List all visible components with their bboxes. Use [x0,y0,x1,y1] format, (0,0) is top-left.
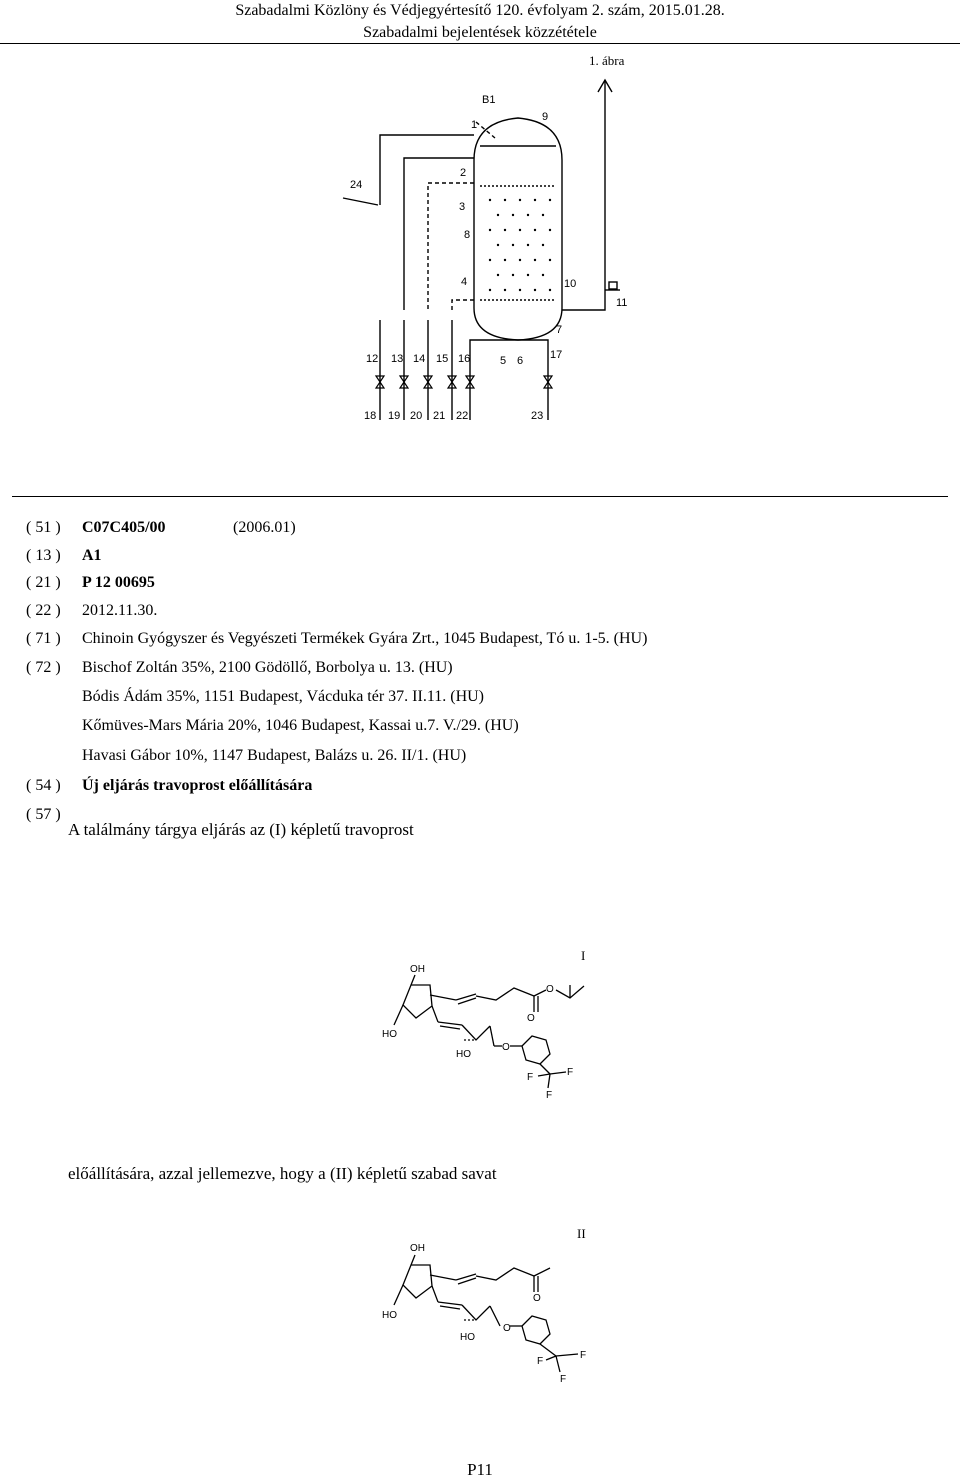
atom-f: F [537,1356,544,1367]
label-6: 6 [517,355,524,367]
atom-f: F [567,1067,574,1078]
formula-label-ii: II [577,1226,586,1241]
formula-ii-structure [370,1232,600,1387]
section-header [0,22,960,44]
label-24: 24 [350,179,363,191]
ipc-date: (2006.01) [233,519,296,536]
inid-code: ( 57 ) [26,806,61,823]
label-8: 8 [464,229,471,241]
label-10: 10 [564,278,577,290]
section-title: Szabadalmi bejelentések közzététele [363,24,597,41]
atom-o: O [527,1013,535,1024]
atom-o: O [533,1293,541,1304]
inid-code: ( 22 ) [26,602,61,619]
label-4: 4 [461,276,468,288]
label-3: 3 [459,201,466,213]
inventor: Bischof Zoltán 35%, 2100 Gödöllő, Borbolya u. 13. (HU) [82,659,453,676]
inid-code: ( 21 ) [26,574,61,591]
inid-code: ( 72 ) [26,659,61,676]
journal-title: Szabadalmi Közlöny és Védjegyértesítő 120. évfolyam 2. szám, 2015.01.28. [235,2,725,19]
figure-title: 1. ábra [589,53,625,68]
atom-oh: OH [410,964,425,975]
atom-ho: HO [382,1310,397,1321]
inventor: Kőmüves-Mars Mária 20%, 1046 Budapest, Kassai u.7. V./29. (HU) [82,717,519,734]
label-17: 17 [550,349,563,361]
label-13: 13 [391,353,404,365]
label-22: 22 [456,410,469,422]
label-21: 21 [433,410,446,422]
label-9: 9 [542,111,549,123]
application-number: P 12 00695 [82,574,155,591]
page-number: P11 [467,1460,493,1479]
label-1: 1 [471,119,478,131]
inid-code: ( 13 ) [26,547,61,564]
atom-f: F [560,1374,567,1385]
invention-title: Új eljárás travoprost előállítására [82,777,313,794]
process-diagram [340,70,660,435]
label-14: 14 [413,353,426,365]
formula-i-structure [370,955,600,1105]
inventor: Bódis Ádám 35%, 1151 Budapest, Vácduka tér 37. II.11. (HU) [82,688,484,705]
atom-oh: OH [410,1243,425,1254]
ipc-class: C07C405/00 [82,519,166,536]
label-12: 12 [366,353,379,365]
label-15: 15 [436,353,449,365]
journal-header [0,0,960,22]
atom-o: O [546,984,554,995]
abstract-paragraph-2: előállítására, azzal jellemezve, hogy a (II) képletű szabad savat [68,1164,497,1183]
inid-code: ( 54 ) [26,777,61,794]
formula-label-i: I [581,948,586,963]
label-16: 16 [458,353,471,365]
atom-o: O [502,1042,510,1053]
kind-code: A1 [82,547,102,564]
label-18: 18 [364,410,377,422]
atom-ho: HO [456,1049,471,1060]
label-23: 23 [531,410,544,422]
section-rule [12,496,948,497]
label-7: 7 [556,324,563,336]
atom-f: F [580,1350,587,1361]
label-b1: B1 [482,94,496,106]
inventor: Havasi Gábor 10%, 1147 Budapest, Balázs u. 26. II/1. (HU) [82,747,467,764]
atom-o: O [503,1323,511,1334]
atom-f: F [546,1090,553,1101]
header-rule [0,43,960,44]
label-5: 5 [500,355,507,367]
atom-f: F [527,1072,534,1083]
atom-ho: HO [382,1029,397,1040]
label-11: 11 [616,297,628,309]
label-2: 2 [460,167,467,179]
inid-code: ( 51 ) [26,519,61,536]
atom-ho: HO [460,1332,475,1343]
abstract-paragraph-1: A találmány tárgya eljárás az (I) képletű travoprost [68,820,414,839]
filing-date: 2012.11.30. [82,602,158,619]
inid-code: ( 71 ) [26,630,61,647]
label-19: 19 [388,410,401,422]
applicant: Chinoin Gyógyszer és Vegyészeti Termékek Gyára Zrt., 1045 Budapest, Tó u. 1-5. (HU) [82,630,648,647]
label-20: 20 [410,410,423,422]
